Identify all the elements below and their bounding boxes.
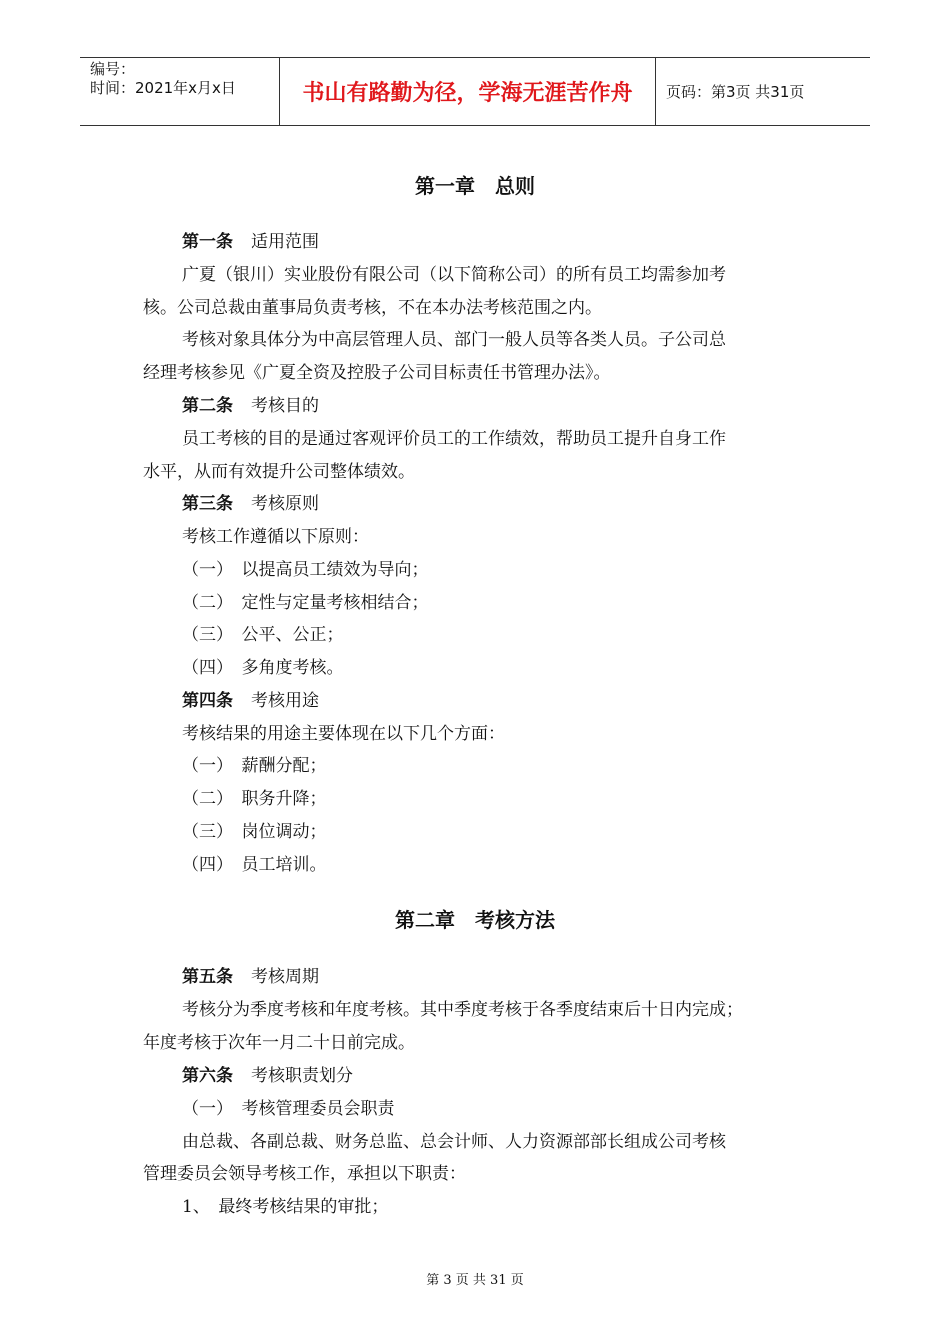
header-meta: [80, 58, 280, 125]
paragraph-line: 经理考核参见《广夏全资及控股子公司目标责任书管理办法》。: [143, 363, 611, 383]
paragraph-line: 核。公司总裁由董事局负责考核，不在本办法考核范围之内。: [143, 298, 602, 318]
list-item: （二） 职务升降；: [182, 789, 327, 809]
paragraph-line: 考核对象具体分为中高层管理人员、部门一般人员等各类人员。子公司总: [182, 330, 726, 350]
paragraph-line: 考核工作遵循以下原则：: [182, 527, 369, 547]
list-item: 1、 最终考核结果的审批；: [182, 1197, 389, 1217]
subsection-heading: （一） 考核管理委员会职责: [182, 1099, 395, 1119]
article-4-heading: [182, 686, 319, 711]
list-item: （三） 公平、公正；: [182, 625, 344, 645]
list-item: （二） 定性与定量考核相结合；: [182, 593, 429, 613]
header-motto: 书山有路勤为径，学海无涯苦作舟: [280, 58, 656, 125]
date-label: 时间：2021年x月x日: [90, 79, 236, 97]
paragraph-line: 考核分为季度考核和年度考核。其中季度考核于各季度结束后十日内完成；: [182, 1000, 743, 1020]
article-title: 考核用途: [251, 691, 319, 711]
article-title: 考核原则: [251, 494, 319, 514]
article-title: 考核周期: [251, 967, 319, 987]
article-3-heading: [182, 489, 319, 514]
article-number: 第二条: [182, 396, 233, 416]
paragraph-line: 管理委员会领导考核工作，承担以下职责：: [143, 1164, 466, 1184]
paragraph-line: 广夏（银川）实业股份有限公司（以下简称公司）的所有员工均需参加考: [182, 265, 726, 285]
article-number: 第六条: [182, 1066, 233, 1086]
article-5-heading: [182, 962, 319, 987]
article-number: 第三条: [182, 494, 233, 514]
article-1-heading: [182, 227, 319, 252]
header-page-label: 页码：第3页 共31页: [666, 83, 805, 101]
article-number: 第四条: [182, 691, 233, 711]
paragraph-line: 年度考核于次年一月二十日前完成。: [143, 1033, 415, 1053]
article-6-heading: [182, 1061, 353, 1086]
chapter-2-title: 第二章 考核方法: [395, 908, 555, 932]
paragraph-line: 由总裁、各副总裁、财务总监、总会计师、人力资源部部长组成公司考核: [182, 1132, 726, 1152]
paragraph-line: 水平，从而有效提升公司整体绩效。: [143, 462, 415, 482]
article-title: 考核目的: [251, 396, 319, 416]
article-title: 适用范围: [251, 232, 319, 252]
article-2-heading: [182, 391, 319, 416]
page-header: [80, 57, 870, 126]
article-number: 第五条: [182, 967, 233, 987]
paragraph-line: 员工考核的目的是通过客观评价员工的工作绩效，帮助员工提升自身工作: [182, 429, 726, 449]
list-item: （一） 以提高员工绩效为导向；: [182, 560, 429, 580]
chapter-1-title: 第一章 总则: [415, 174, 535, 198]
page-footer: 第 3 页 共 31 页: [426, 1273, 524, 1288]
list-item: （四） 多角度考核。: [182, 658, 344, 678]
paragraph-line: 考核结果的用途主要体现在以下几个方面：: [182, 724, 505, 744]
list-item: （一） 薪酬分配；: [182, 756, 327, 776]
article-number: 第一条: [182, 232, 233, 252]
article-title: 考核职责划分: [251, 1066, 353, 1086]
list-item: （三） 岗位调动；: [182, 822, 327, 842]
list-item: （四） 员工培训。: [182, 855, 327, 875]
serial-number-label: 编号：: [90, 60, 136, 78]
